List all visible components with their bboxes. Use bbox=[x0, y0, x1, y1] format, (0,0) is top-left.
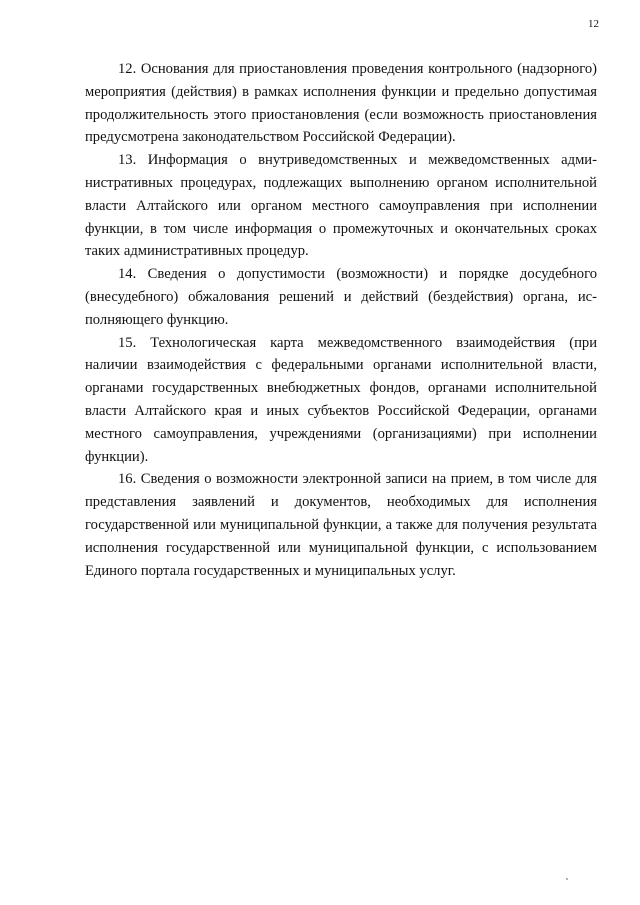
paragraph-14: 14. Сведения о допустимости (возможности) и порядке досудебного (внесудебного) обжалования решений и действий (бездействия) органа, исполняющего функцию. bbox=[85, 266, 597, 328]
scan-speck bbox=[566, 878, 568, 880]
document-body bbox=[85, 58, 597, 582]
paragraph-12: 12. Основания для приостановления проведения контрольного (надзорного) мероприятия (действия) в рамках исполнения функции и предельно допустимая продолжительность этого приостановления (если возможность приостановления предусмотрена законодательством Российской Федерации). bbox=[85, 61, 597, 146]
paragraph-13: 13. Информация о внутриведомственных и межведомственных административных процедурах, подлежащих выполнению органом исполнительной власти Алтайского или органом местного самоуправления при исполнении функции, в том числе информация о промежуточных и окончательных сроках таких административных процедур. bbox=[85, 152, 597, 260]
paragraph-15: 15. Технологическая карта межведомственного взаимодействия (при наличии взаимодействия с федеральными органами исполнительной власти, органами государственных внебюджетных фондов, органами исполнительной власти Алтайского края и иных субъектов Российской Федерации, органами местного самоуправления, учреждениями (организациями) при исполнении функции). bbox=[85, 334, 597, 465]
page-number: 12 bbox=[588, 18, 599, 30]
paragraph-16: 16. Сведения о возможности электронной записи на прием, в том числе для представления заявлений и документов, необходимых для исполнения государственной или муниципальной функции, а также для получения результата исполнения государственной или муниципальной функции, с использованием Единого портала государственных и муниципальных услуг. bbox=[85, 471, 597, 579]
